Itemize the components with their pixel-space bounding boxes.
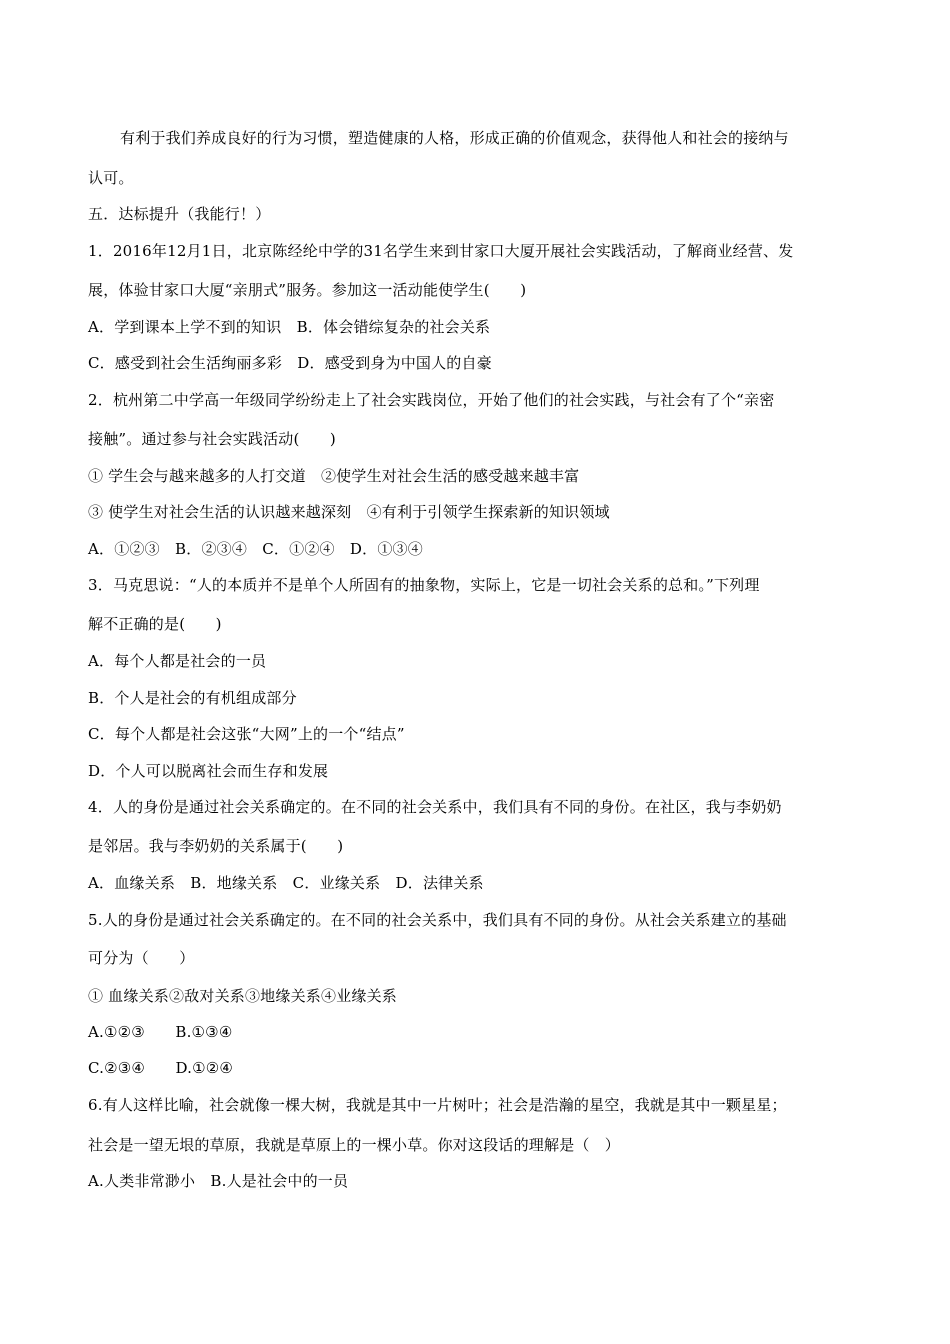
q3-option-b: B．个人是社会的有机组成部分 [88,689,297,707]
q6-stem-2: 社会是一望无垠的草原，我就是草原上的一棵小草。你对这段话的理解是（ ） [88,1136,621,1154]
q2-option-row: A．①②③ B．②③④ C．①②④ D．①③④ [88,540,423,558]
q4-stem-2: 是邻居。我与李奶奶的关系属于( ) [88,837,344,855]
q2-statement-row-2: ③ 使学生对社会生活的认识越来越深刻 ④有利于引领学生探索新的知识领域 [88,503,610,521]
q1-option-row-2: C．感受到社会生活绚丽多彩 D．感受到身为中国人的自豪 [88,354,492,372]
q5-option-row-2: C.②③④ D.①②④ [88,1059,234,1077]
q2-stem-2: 接触”。通过参与社会实践活动( ) [88,430,336,448]
q5-statement-row: ① 血缘关系②敌对关系③地缘关系④业缘关系 [88,987,397,1005]
intro-line-2: 认可。 [88,169,134,187]
q3-stem-1: 3．马克思说：“人的本质并不是单个人所固有的抽象物，实际上，它是一切社会关系的总和。”下列理 [88,576,760,594]
intro-line-1: 有利于我们养成良好的行为习惯，塑造健康的人格，形成正确的价值观念，获得他人和社会的接纳与 [120,129,789,147]
section-title: 五．达标提升（我能行！） [88,205,271,223]
document-page [88,0,868,1344]
q6-stem-1: 6.有人这样比喻，社会就像一棵大树，我就是其中一片树叶；社会是浩瀚的星空，我就是其中一颗星星； [88,1096,787,1114]
q1-stem-2: 展，体验甘家口大厦“亲朋式”服务。参加这一活动能使学生( ) [88,281,527,299]
q3-option-d: D．个人可以脱离社会而生存和发展 [88,762,329,780]
q5-stem-2: 可分为（ ） [88,949,195,967]
q2-stem-1: 2．杭州第二中学高一年级同学纷纷走上了社会实践岗位，开始了他们的社会实践，与社会有了个“亲密 [88,391,775,409]
q3-option-a: A．每个人都是社会的一员 [88,652,267,670]
q3-option-c: C．每个人都是社会这张“大网”上的一个“结点” [88,725,405,743]
q4-stem-1: 4．人的身份是通过社会关系确定的。在不同的社会关系中，我们具有不同的身份。在社区，我与李奶奶 [88,798,782,816]
q2-statement-row-1: ① 学生会与越来越多的人打交道 ②使学生对社会生活的感受越来越丰富 [88,467,580,485]
q1-stem-1: 1．2016年12月1日，北京陈经纶中学的31名学生来到甘家口大厦开展社会实践活动，了解商业经营、发 [88,242,794,260]
q5-stem-1: 5.人的身份是通过社会关系确定的。在不同的社会关系中，我们具有不同的身份。从社会关系建立的基础 [88,911,787,929]
q5-option-row-1: A.①②③ B.①③④ [88,1023,233,1041]
q6-option-row: A.人类非常渺小 B.人是社会中的一员 [88,1172,349,1190]
q3-stem-2: 解不正确的是( ) [88,615,222,633]
q1-option-row-1: A．学到课本上学不到的知识 B．体会错综复杂的社会关系 [88,318,491,336]
q4-option-row: A．血缘关系 B．地缘关系 C．业缘关系 D．法律关系 [88,874,484,892]
